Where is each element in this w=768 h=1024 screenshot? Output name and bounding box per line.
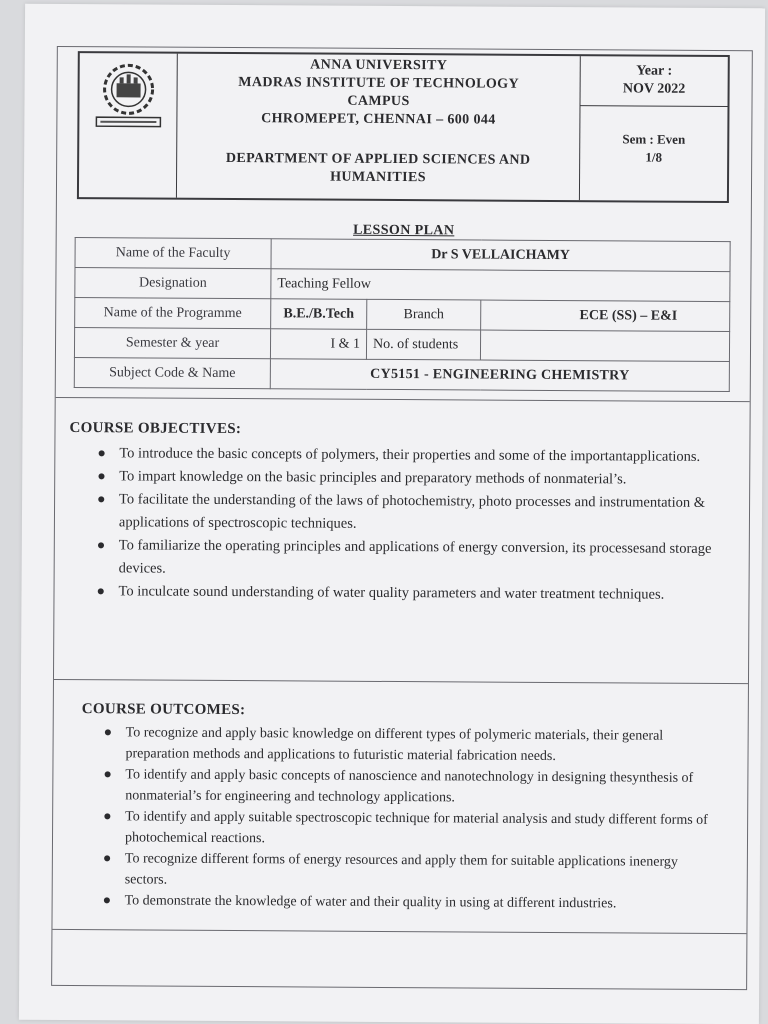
list-item: ● To inculcate sound understanding of water quality parameters and water treatment techniques. bbox=[118, 580, 728, 607]
designation-label: Designation bbox=[75, 268, 271, 299]
course-outcomes bbox=[81, 699, 722, 915]
programme-value: B.E./B.Tech bbox=[271, 299, 367, 330]
list-item: ● To familiarize the operating principles and applications of energy conversion, its processesand storage devices. bbox=[119, 534, 729, 584]
list-item: ● To identify and apply basic concepts of nanoscience and nanotechnology in designing thesynthesis of nonmaterial’s for engineering and technology applications. bbox=[125, 764, 721, 810]
year-label: Year : bbox=[636, 63, 673, 79]
outcomes-heading: COURSE OUTCOMES: bbox=[81, 701, 246, 719]
paper-sheet bbox=[19, 4, 765, 1024]
page-border bbox=[51, 46, 753, 990]
term-info bbox=[579, 56, 728, 201]
year-value: NOV 2022 bbox=[622, 81, 686, 97]
branch-label: Branch bbox=[367, 299, 481, 330]
faculty-value: Dr S VELLAICHAMY bbox=[271, 239, 730, 272]
department-line1: DEPARTMENT OF APPLIED SCIENCES AND bbox=[225, 150, 531, 168]
bullet-icon: ● bbox=[103, 767, 112, 783]
table-row bbox=[74, 328, 729, 362]
bullet-icon: ● bbox=[102, 851, 112, 867]
table-row bbox=[74, 358, 729, 392]
list-item: ● To recognize and apply basic knowledge on different types of polymeric materials, their general preparation methods and applications to futuristic material fabrication needs. bbox=[125, 722, 721, 768]
objectives-list bbox=[68, 442, 729, 607]
bullet-icon: ● bbox=[96, 538, 106, 554]
institute-name-line1: MADRAS INSTITUTE OF TECHNOLOGY bbox=[238, 75, 520, 92]
year-box bbox=[580, 56, 727, 107]
sem-label: Sem : Even bbox=[622, 131, 686, 147]
institute-address: CHROMEPET, CHENNAI – 600 044 bbox=[261, 111, 496, 128]
students-label: No. of students bbox=[366, 329, 480, 360]
lesson-plan-title: LESSON PLAN bbox=[353, 222, 455, 239]
university-logo-icon bbox=[92, 61, 164, 131]
list-item: ● To introduce the basic concepts of polymers, their properties and some of the importantapplications. bbox=[119, 442, 729, 469]
list-item: ● To demonstrate the knowledge of water and their quality in using at different industries. bbox=[125, 890, 721, 915]
programme-label: Name of the Programme bbox=[75, 298, 271, 329]
bullet-icon: ● bbox=[102, 893, 112, 909]
sem-value: 1/8 bbox=[645, 149, 663, 165]
table-row bbox=[75, 268, 730, 302]
designation-value: Teaching Fellow bbox=[271, 269, 730, 302]
table-row bbox=[75, 298, 730, 332]
faculty-label: Name of the Faculty bbox=[75, 238, 271, 269]
students-value bbox=[480, 330, 729, 362]
course-objectives bbox=[68, 417, 729, 607]
bullet-icon: ● bbox=[97, 469, 106, 485]
list-item: ● To impart knowledge on the basic principles and preparatory methods of nonmaterial’s. bbox=[119, 465, 729, 492]
institute-name-line2: CAMPUS bbox=[347, 93, 410, 110]
section-divider bbox=[54, 679, 748, 684]
section-divider bbox=[52, 929, 746, 934]
bullet-icon: ● bbox=[103, 809, 112, 825]
section-divider bbox=[56, 397, 750, 402]
logo-cell bbox=[79, 53, 178, 198]
bullet-icon: ● bbox=[97, 446, 106, 462]
branch-value: ECE (SS) – E&I bbox=[481, 300, 730, 332]
objectives-heading: COURSE OBJECTIVES: bbox=[69, 420, 242, 438]
bullet-icon: ● bbox=[97, 492, 106, 508]
semester-value: I & 1 bbox=[270, 329, 366, 360]
bullet-icon: ● bbox=[103, 725, 113, 741]
institution-title bbox=[177, 54, 580, 200]
subject-value: CY5151 - ENGINEERING CHEMISTRY bbox=[270, 359, 729, 392]
table-row bbox=[75, 238, 730, 272]
list-item: ● To identify and apply suitable spectroscopic technique for material analysis and study different forms of photochemical reactions. bbox=[125, 806, 721, 852]
header-box bbox=[77, 51, 730, 203]
list-item: ● To recognize different forms of energy resources and apply them for suitable applications inenergy sectors. bbox=[125, 848, 721, 894]
faculty-details-table bbox=[74, 237, 731, 392]
sem-box bbox=[580, 106, 728, 201]
semester-label: Semester & year bbox=[74, 328, 270, 359]
list-item: ● To facilitate the understanding of the laws of photochemistry, photo processes and instrumentation & applications of spectroscopic techniques. bbox=[119, 488, 729, 538]
university-name: ANNA UNIVERSITY bbox=[310, 57, 448, 74]
bullet-icon: ● bbox=[96, 584, 106, 600]
subject-label: Subject Code & Name bbox=[74, 358, 270, 389]
outcomes-list bbox=[81, 722, 722, 915]
department-line2: HUMANITIES bbox=[330, 169, 426, 186]
